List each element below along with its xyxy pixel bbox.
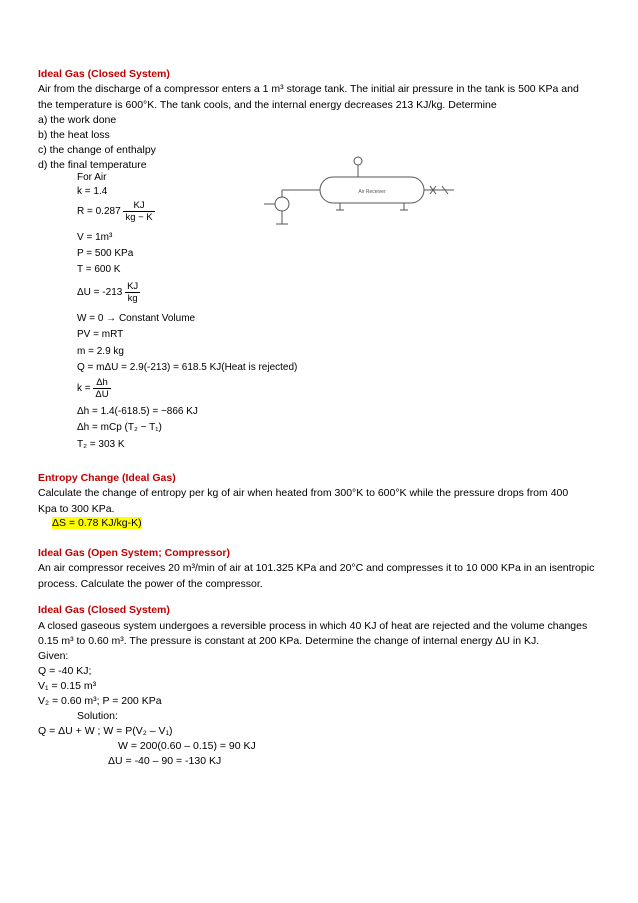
item-a: a) the work done (38, 114, 117, 126)
eq-m: m = 2.9 kg (77, 346, 124, 357)
r-denominator: kg − K (125, 212, 153, 223)
for-air-label: For Air (77, 172, 107, 183)
solution-label: Solution: (77, 710, 118, 722)
section2-line2: Kpa to 300 KPa. (38, 503, 115, 515)
section2-heading: Entropy Change (Ideal Gas) (38, 472, 176, 484)
section1-heading: Ideal Gas (Closed System) (38, 68, 170, 80)
eq-k (77, 377, 111, 400)
k-fraction (93, 377, 110, 400)
given-v2-p: V₂ = 0.60 m³; P = 200 KPa (38, 695, 162, 707)
du-label: ΔU = -213 (77, 287, 123, 299)
item-c: c) the change of enthalpy (38, 144, 156, 156)
section3-line2: process. Calculate the power of the compressor. (38, 578, 263, 590)
section3-line1: An air compressor receives 20 m³/min of air at 101.325 KPa and 20°C and compresses it to 10 000 KPa in an isentropic (38, 562, 595, 574)
eq-du (77, 281, 140, 304)
k-value: k = 1.4 (77, 186, 108, 197)
entropy-answer-text: ΔS = 0.78 KJ/kg-K) (52, 517, 142, 529)
section4-line1: A closed gaseous system undergoes a reversible process in which 40 KJ of heat are rejected and the volume changes (38, 620, 588, 632)
eq-pv: PV = mRT (77, 329, 124, 340)
section2-line1: Calculate the change of entropy per kg of air when heated from 300°K to 600°K while the pressure drops from 400 (38, 487, 569, 499)
tank-label: Air Receiver (358, 189, 386, 195)
eq-t: T = 600 K (77, 264, 121, 275)
given-q: Q = -40 KJ; (38, 665, 92, 677)
eq-dh1: Δh = 1.4(-618.5) = −866 KJ (77, 406, 198, 417)
du-fraction (125, 281, 140, 304)
section4-heading: Ideal Gas (Closed System) (38, 604, 170, 616)
pressure-gauge-icon (354, 157, 362, 165)
eq-w: W = 0 → Constant Volume (77, 313, 196, 324)
compressor-icon (275, 197, 289, 211)
du-numerator: KJ (127, 281, 139, 292)
solution-eq3: ΔU = -40 – 90 = -130 KJ (108, 755, 222, 767)
item-b: b) the heat loss (38, 129, 110, 141)
solution-eq2: W = 200(0.60 – 0.15) = 90 KJ (118, 740, 256, 752)
r-label: R = 0.287 (77, 206, 121, 218)
given-label: Given: (38, 650, 69, 662)
section1-line2: the temperature is 600°K. The tank cools, and the internal energy decreases 213 KJ/kg. Determine (38, 99, 497, 111)
k-denominator: ΔU (95, 389, 109, 400)
section4-line2: 0.15 m³ to 0.60 m³. The pressure is constant at 200 KPa. Determine the change of internal energy ΔU in KJ. (38, 635, 540, 647)
k-numerator: Δh (93, 377, 110, 389)
given-v1: V₁ = 0.15 m³ (38, 680, 97, 692)
eq-p: P = 500 KPa (77, 248, 134, 259)
air-receiver-diagram (258, 152, 458, 232)
eq-v: V = 1m³ (77, 232, 113, 243)
entropy-answer (52, 515, 142, 531)
k-label: k = (77, 383, 91, 395)
section1-line1: Air from the discharge of a compressor enters a 1 m³ storage tank. The initial air pressure in the tank is 500 KPa and (38, 83, 579, 95)
du-denominator: kg (127, 293, 138, 304)
r-value (77, 200, 155, 223)
section3-heading: Ideal Gas (Open System; Compressor) (38, 547, 230, 559)
eq-dh2: Δh = mCp (T₂ − T₁) (77, 422, 162, 433)
r-numerator: KJ (123, 200, 154, 212)
solution-eq1: Q = ΔU + W ; W = P(V₂ – V₁) (38, 725, 173, 737)
item-d: d) the final temperature (38, 159, 147, 171)
eq-q: Q = mΔU = 2.9(-213) = 618.5 KJ(Heat is rejected) (77, 362, 298, 373)
eq-t2: T₂ = 303 K (77, 439, 125, 450)
r-fraction (123, 200, 154, 223)
